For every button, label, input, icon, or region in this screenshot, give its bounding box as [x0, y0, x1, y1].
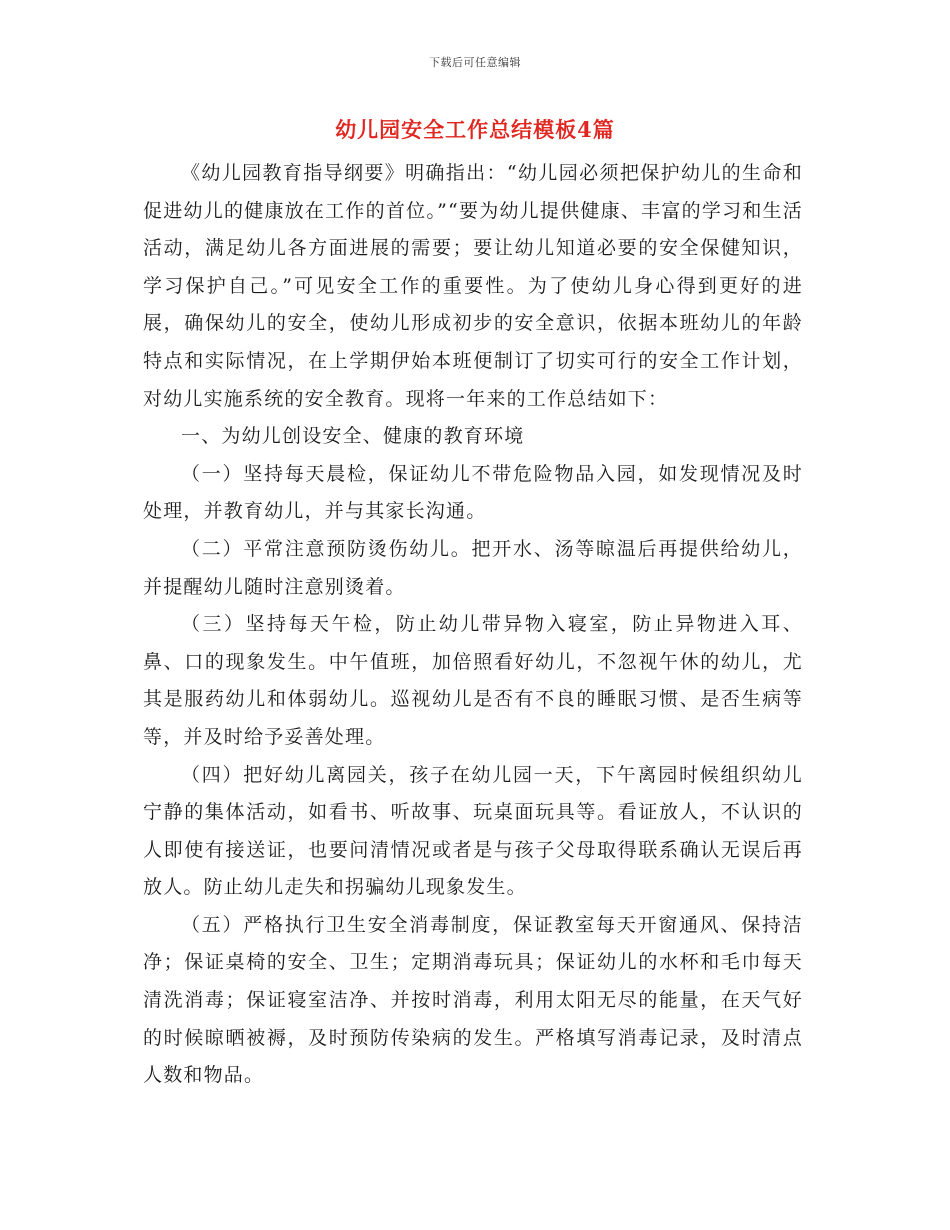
header-note: 下载后可任意编辑 — [429, 56, 521, 69]
section-heading: 一、为幼儿创设安全、健康的教育环境 — [181, 425, 525, 448]
paragraph-item-3: （三）坚持每天午检，防止幼儿带异物入寝室，防止异物进入耳、鼻、口的现象发生。中午值班，加倍照看好幼儿，不忽视午休的幼儿，尤其是服药幼儿和体弱幼儿。巡视幼儿是否有不良的睡眠习惯、是否生病等等，并及时给予妥善处理。 — [143, 613, 803, 748]
paragraph-item-5: （五）严格执行卫生安全消毒制度，保证教室每天开窗通风、保持洁净；保证桌椅的安全、卫生；定期消毒玩具；保证幼儿的水杯和毛巾每天清洗消毒；保证寝室洁净、并按时消毒，利用太阳无尽的能量，在天气好的时候晾晒被褥，及时预防传染病的发生。严格填写消毒记录，及时清点人数和物品。 — [143, 913, 803, 1087]
document-title: 幼儿园安全工作总结模板4篇 — [335, 117, 615, 142]
document-body — [143, 155, 803, 1095]
paragraph-intro: 《幼儿园教育指导纲要》明确指出：“幼儿园必须把保护幼儿的生命和促进幼儿的健康放在工作的首位。”“要为幼儿提供健康、丰富的学习和生活活动，满足幼儿各方面进展的需要；要让幼儿知道必要的安全保健知识，学习保护自己。”可见安全工作的重要性。为了使幼儿身心得到更好的进展，确保幼儿的安全，使幼儿形成初步的安全意识，依据本班幼儿的年龄特点和实际情况，在上学期伊始本班便制订了切实可行的安全工作计划，对幼儿实施系统的安全教育。现将一年来的工作总结如下： — [143, 162, 803, 410]
paragraph-item-2: （二）平常注意预防烫伤幼儿。把开水、汤等晾温后再提供给幼儿，并提醒幼儿随时注意别烫着。 — [143, 537, 803, 598]
paragraph-item-1: （一）坚持每天晨检，保证幼儿不带危险物品入园，如发现情况及时处理，并教育幼儿，并与其家长沟通。 — [143, 462, 803, 523]
paragraph-item-4: （四）把好幼儿离园关，孩子在幼儿园一天，下午离园时候组织幼儿宁静的集体活动，如看书、听故事、玩桌面玩具等。看证放人，不认识的人即使有接送证，也要问清情况或者是与孩子父母取得联系确认无误后再放人。防止幼儿走失和拐骗幼儿现象发生。 — [143, 763, 803, 899]
